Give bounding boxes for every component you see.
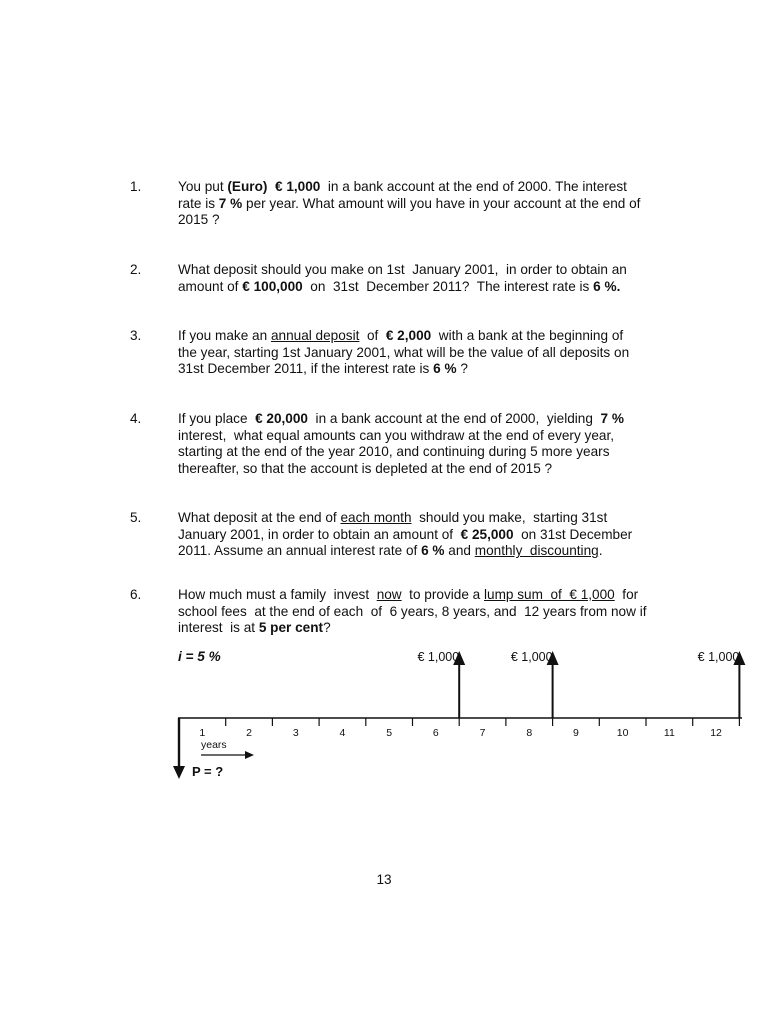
tick-label: 4 [339,727,346,739]
bold-text: 6 % [433,361,457,377]
underlined-text: each month [340,510,412,525]
text-run: If you make an [178,328,271,343]
bold-text: 7 % [218,195,243,211]
text-run: rate is [178,195,219,211]
text-run: starting at the end of the year 2010, and continuing during 5 more years [178,444,610,460]
payment-label: € 1,000 [510,650,553,664]
bold-text: 5 per cent [258,620,324,636]
question-number: 5. [130,510,142,525]
tick-label: 8 [526,727,533,739]
text-run: How much must a family invest [178,587,377,602]
interest-rate-label: i = 5 % [178,649,221,664]
tick-label: 10 [616,727,629,739]
text-run: for [614,587,639,602]
underlined-text: now [376,587,402,602]
tick-label: 7 [479,727,486,739]
text-run: January 2001, in order to obtain an amount of [178,526,461,542]
text-run: in a bank account at the end of 2000. The interest [320,179,627,194]
years-label: years [201,739,227,751]
tick-label: 5 [386,727,393,739]
bold-text: 6 % [421,543,445,559]
text-run: and [444,543,475,559]
payment-arrows [417,650,745,718]
text-run: If you place [178,411,256,426]
text-run: on 31st December [513,526,633,542]
page-number: 13 [376,872,392,887]
present-value-label: P = ? [192,764,224,779]
text-run: amount of [178,278,243,294]
payment-label: € 1,000 [697,650,740,664]
text-run: 31st December 2011, if the interest rate is [178,361,434,377]
tick-label: 9 [573,727,579,739]
question-number: 1. [130,179,142,194]
bold-text: € 2,000 [385,328,432,343]
tick-label: 6 [432,727,439,739]
question-number: 3. [130,328,142,343]
tick-label: 11 [663,727,675,739]
text-run: the year, starting 1st January 2001, what will be the value of all deposits on [178,344,630,360]
tick-label: 2 [246,727,252,739]
payment-label: € 1,000 [417,650,460,664]
tick-label: 3 [292,727,299,739]
underlined-text: lump sum of € 1,000 [484,587,615,602]
years-arrowhead-icon [245,751,254,759]
text-run: to provide a [401,587,484,602]
underlined-text: annual deposit [270,328,360,343]
tick-label: 1 [199,727,206,739]
text-run: . [598,543,603,559]
text-run: ? [456,361,468,377]
text-run: What deposit at the end of [178,510,341,525]
question-number: 6. [130,587,142,602]
bold-text: € 20,000 [255,411,308,426]
bold-text: € 25,000 [460,526,514,542]
underlined-text: monthly discounting [474,543,599,559]
text-run: school fees at the end of each of 6 years, 8 years, and 12 years from now if [178,603,647,619]
bold-text: € 100,000 [242,278,303,294]
text-run: per year. What amount will you have in your account at the end of [242,195,641,211]
text-run: on 31st December 2011? The interest rate is [302,278,594,294]
text-run: 2015 ? [178,212,220,228]
text-run: in a bank account at the end of 2000, yielding [308,411,601,426]
timeline-ticks [199,718,739,739]
text-run: You put [178,179,228,194]
question-number: 2. [130,262,142,277]
text-run: ? [323,620,331,636]
present-value-arrow-icon [173,766,185,779]
bold-text: (Euro) [227,179,268,194]
question-number: 4. [130,411,142,426]
text-run: interest, what equal amounts can you withdraw at the end of every year, [178,427,615,443]
text-run: What deposit should you make on 1st January 2001, in order to obtain an [178,262,627,277]
text-run: with a bank at the beginning of [431,328,624,343]
bold-text: 7 % [600,411,624,426]
text-run: of [359,328,386,343]
text-run: 2011. Assume an annual interest rate of [178,543,422,559]
bold-text: € 1,000 [274,179,321,194]
bold-text: 6 %. [593,278,621,294]
text-run: thereafter, so that the account is depleted at the end of 2015 ? [178,460,553,476]
text-run: should you make, starting 31st [411,510,608,525]
tick-label: 12 [710,727,722,739]
text-run: interest is at [178,620,259,636]
